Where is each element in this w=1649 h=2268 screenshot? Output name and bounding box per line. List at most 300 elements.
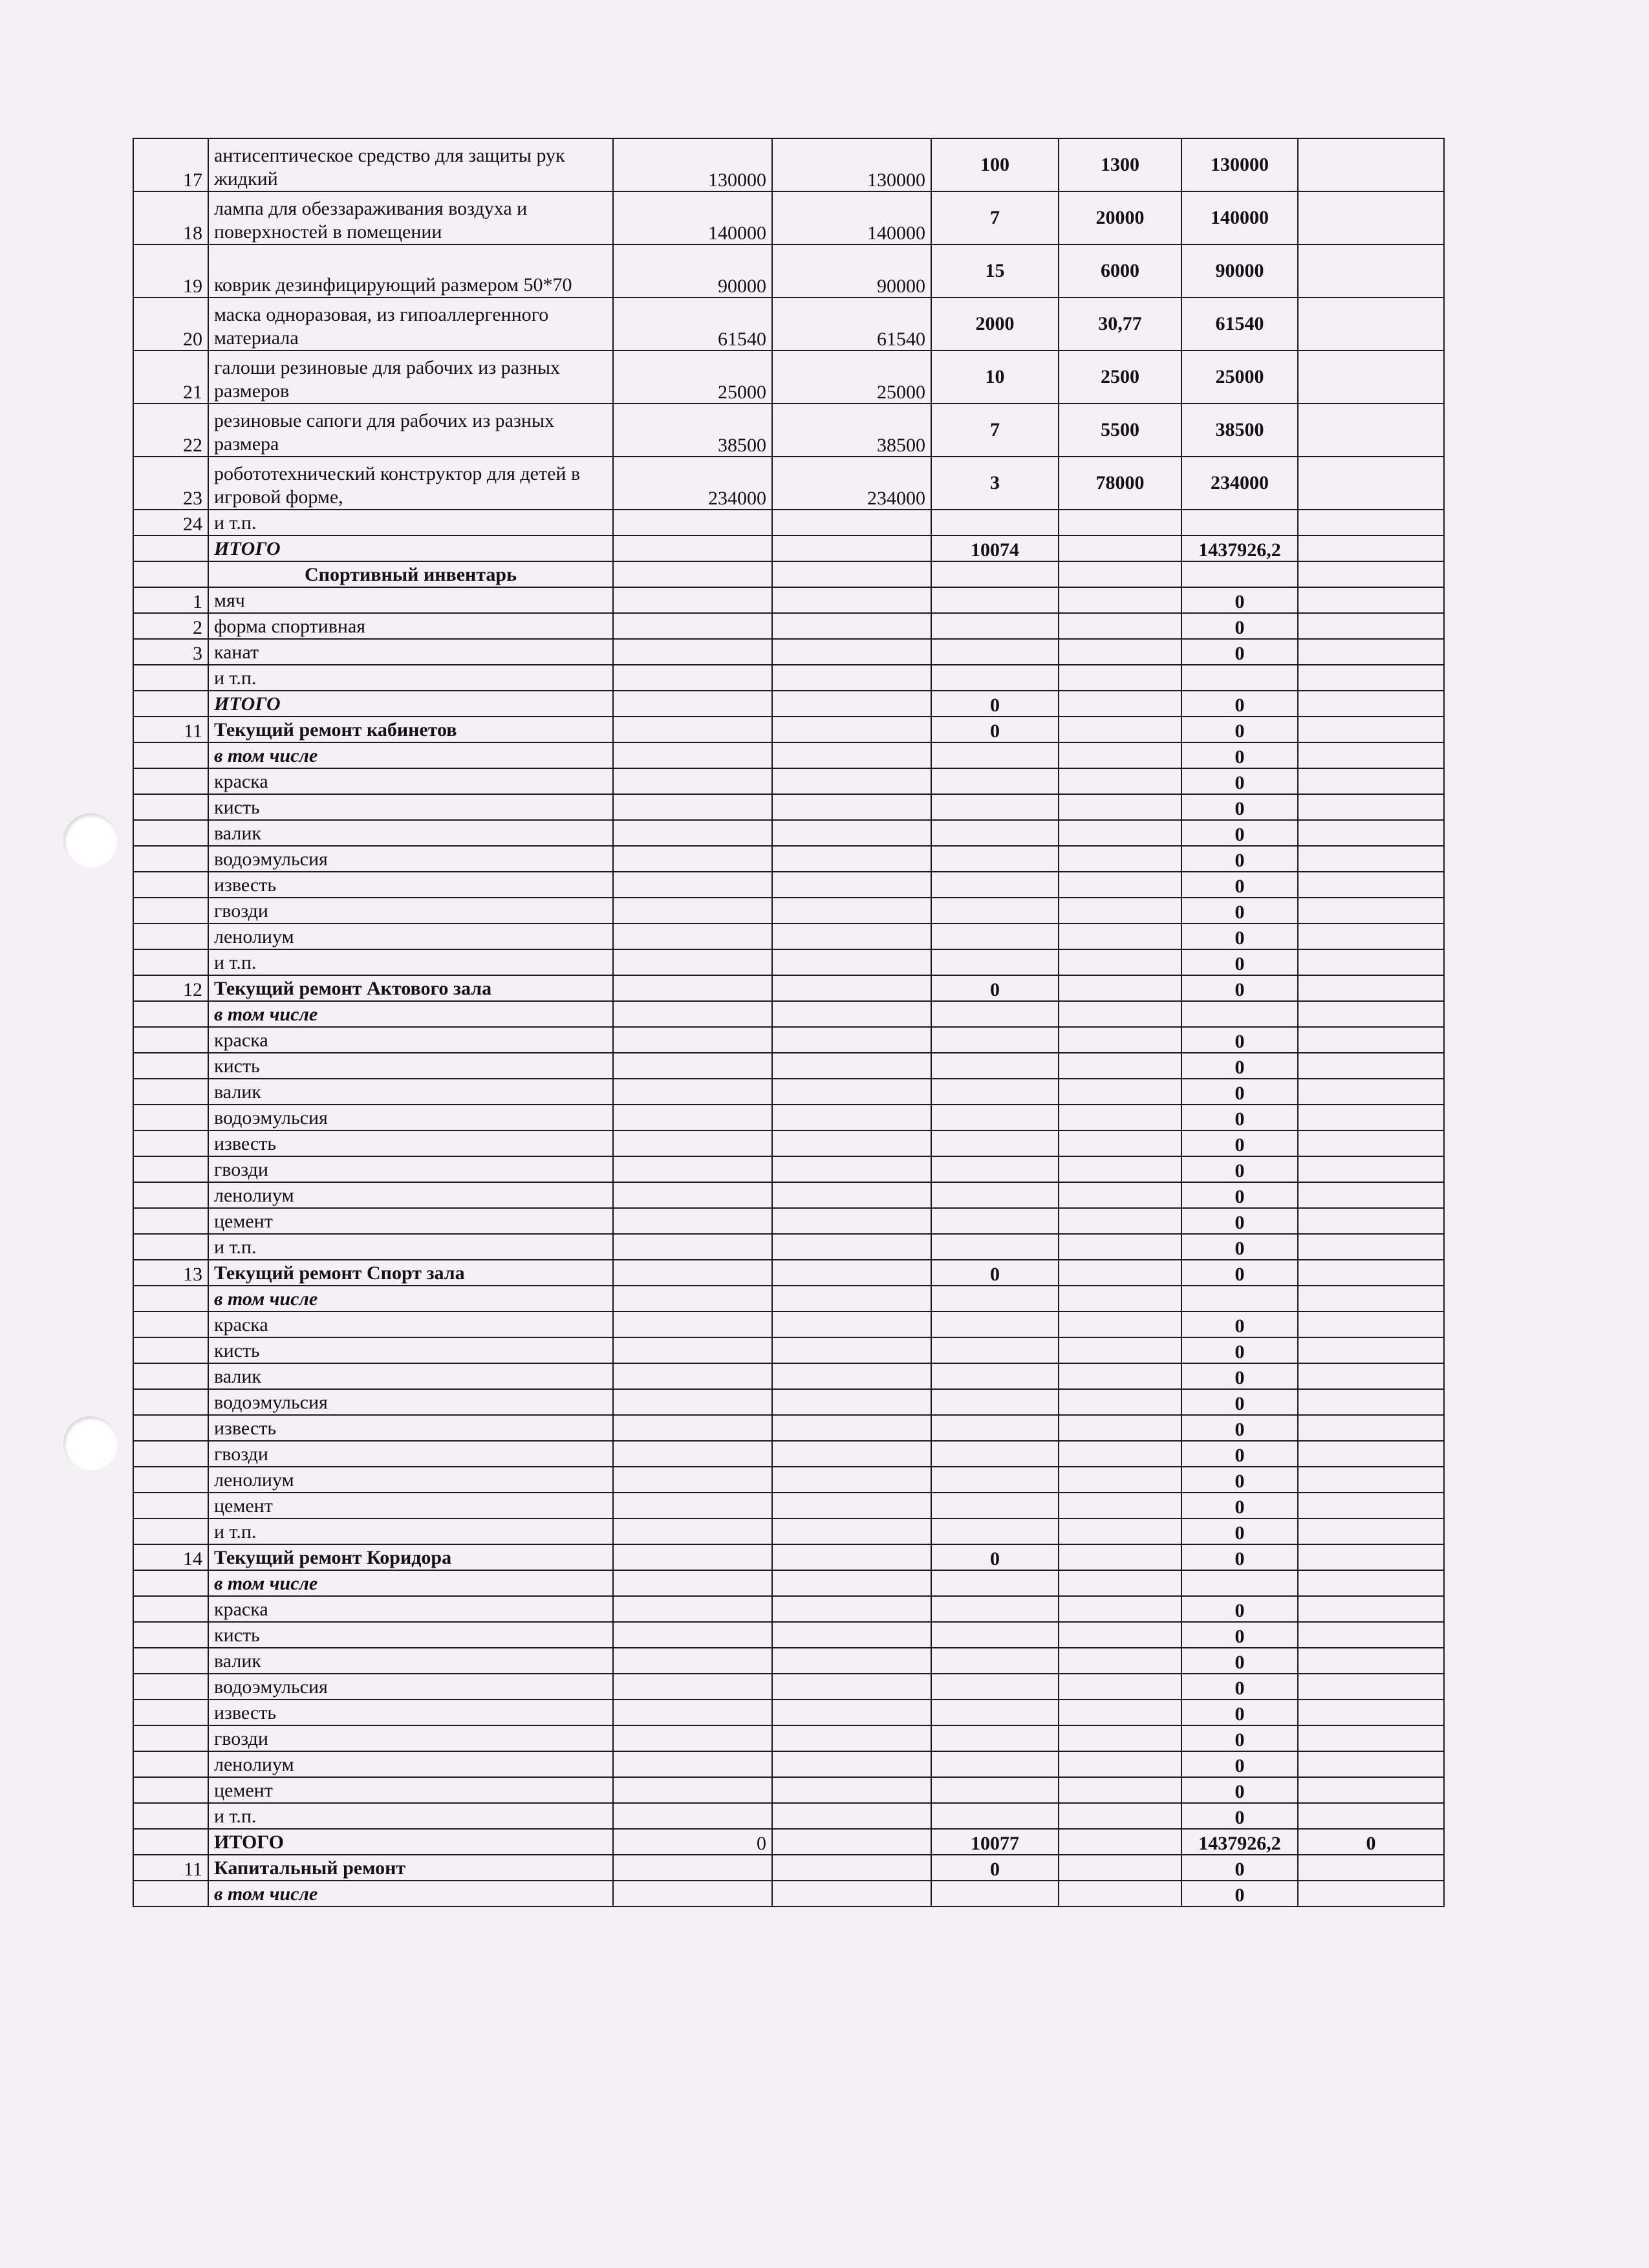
cell-approved-amount: 234000 (772, 457, 931, 510)
cell-row-number: 18 (133, 191, 208, 244)
cell-item-name: лампа для обеззараживания воздуха и поверхностей в помещении (208, 191, 613, 244)
cell-total-amount: 0 (1181, 1208, 1298, 1234)
cell-planned-amount (613, 872, 772, 898)
cell-total-amount: 0 (1181, 1389, 1298, 1415)
cell-item-name: маска одноразовая, из гипоаллергенного материала (208, 297, 613, 351)
cell-approved-amount (772, 510, 931, 535)
cell-note (1298, 1803, 1444, 1829)
cell-approved-amount (772, 1493, 931, 1518)
cell-unit-price (1059, 1570, 1181, 1596)
table-row (133, 1751, 1444, 1777)
cell-note (1298, 404, 1444, 457)
cell-row-number (133, 1363, 208, 1389)
cell-total-amount: 0 (1181, 1674, 1298, 1700)
cell-unit-price (1059, 1777, 1181, 1803)
cell-quantity: 3 (931, 457, 1059, 510)
cell-planned-amount (613, 949, 772, 975)
table-row (133, 1622, 1444, 1648)
cell-approved-amount (772, 1622, 931, 1648)
cell-note (1298, 1208, 1444, 1234)
cell-quantity (931, 1415, 1059, 1441)
cell-item-name: и т.п. (208, 1234, 613, 1260)
cell-planned-amount (613, 587, 772, 613)
cell-approved-amount (772, 1389, 931, 1415)
table-row (133, 872, 1444, 898)
table-row (133, 1156, 1444, 1182)
cell-item-name: известь (208, 1130, 613, 1156)
cell-approved-amount (772, 1441, 931, 1467)
cell-unit-price: 30,77 (1059, 297, 1181, 351)
cell-unit-price (1059, 975, 1181, 1001)
table-row (133, 1001, 1444, 1027)
cell-planned-amount (613, 1493, 772, 1518)
table-row (133, 1725, 1444, 1751)
table-row (133, 191, 1444, 244)
table-row (133, 297, 1444, 351)
cell-note (1298, 613, 1444, 639)
cell-quantity (931, 1467, 1059, 1493)
cell-row-number (133, 1027, 208, 1053)
cell-item-name: гвозди (208, 1156, 613, 1182)
cell-item-name: и т.п. (208, 949, 613, 975)
cell-item-name: в том числе (208, 1881, 613, 1906)
cell-quantity (931, 1105, 1059, 1130)
table-row (133, 510, 1444, 535)
cell-planned-amount (613, 717, 772, 742)
cell-row-number (133, 898, 208, 923)
cell-unit-price: 78000 (1059, 457, 1181, 510)
cell-item-name: и т.п. (208, 1518, 613, 1544)
cell-item-name: канат (208, 639, 613, 665)
cell-item-name: кисть (208, 1053, 613, 1079)
cell-note (1298, 587, 1444, 613)
cell-unit-price (1059, 1105, 1181, 1130)
cell-total-amount: 0 (1181, 1130, 1298, 1156)
cell-total-amount: 0 (1181, 768, 1298, 794)
cell-approved-amount (772, 1415, 931, 1441)
cell-total-amount: 0 (1181, 1053, 1298, 1079)
table-row (133, 561, 1444, 587)
cell-row-number (133, 691, 208, 717)
table-row (133, 665, 1444, 691)
cell-row-number (133, 1337, 208, 1363)
cell-item-name: кисть (208, 1337, 613, 1363)
cell-unit-price (1059, 1312, 1181, 1337)
cell-quantity (931, 665, 1059, 691)
cell-note (1298, 1363, 1444, 1389)
cell-unit-price (1059, 1881, 1181, 1906)
cell-quantity (931, 1570, 1059, 1596)
table-row (133, 1777, 1444, 1803)
cell-total-amount: 0 (1181, 613, 1298, 639)
cell-approved-amount (772, 1105, 931, 1130)
cell-row-number (133, 1079, 208, 1105)
cell-note (1298, 1001, 1444, 1027)
cell-approved-amount (772, 587, 931, 613)
cell-quantity (931, 1312, 1059, 1337)
cell-unit-price (1059, 1674, 1181, 1700)
cell-quantity (931, 1363, 1059, 1389)
cell-quantity: 0 (931, 975, 1059, 1001)
cell-quantity (931, 639, 1059, 665)
cell-planned-amount (613, 561, 772, 587)
cell-planned-amount (613, 1441, 772, 1467)
cell-quantity (931, 1079, 1059, 1105)
cell-approved-amount: 130000 (772, 138, 931, 191)
cell-row-number (133, 1415, 208, 1441)
cell-total-amount (1181, 510, 1298, 535)
cell-row-number (133, 665, 208, 691)
cell-unit-price (1059, 1389, 1181, 1415)
cell-item-name: валик (208, 1079, 613, 1105)
cell-planned-amount (613, 1105, 772, 1130)
cell-unit-price (1059, 1596, 1181, 1622)
cell-item-name: цемент (208, 1493, 613, 1518)
cell-approved-amount (772, 1751, 931, 1777)
cell-note (1298, 1105, 1444, 1130)
cell-row-number (133, 923, 208, 949)
cell-row-number (133, 535, 208, 561)
cell-quantity (931, 794, 1059, 820)
cell-note (1298, 1648, 1444, 1674)
cell-approved-amount (772, 1001, 931, 1027)
cell-unit-price (1059, 1648, 1181, 1674)
cell-total-amount: 0 (1181, 1079, 1298, 1105)
table-row (133, 613, 1444, 639)
cell-note (1298, 1544, 1444, 1570)
cell-unit-price: 6000 (1059, 244, 1181, 297)
cell-total-amount: 0 (1181, 820, 1298, 846)
cell-item-name: ИТОГО (208, 691, 613, 717)
cell-item-name: известь (208, 1415, 613, 1441)
cell-approved-amount (772, 898, 931, 923)
cell-row-number (133, 1182, 208, 1208)
cell-quantity (931, 1751, 1059, 1777)
cell-quantity: 10077 (931, 1829, 1059, 1855)
cell-note (1298, 1130, 1444, 1156)
cell-total-amount: 0 (1181, 975, 1298, 1001)
table-row (133, 587, 1444, 613)
cell-row-number (133, 1389, 208, 1415)
cell-item-name: в том числе (208, 1570, 613, 1596)
cell-approved-amount: 25000 (772, 351, 931, 404)
cell-row-number: 22 (133, 404, 208, 457)
cell-note (1298, 1596, 1444, 1622)
cell-note (1298, 1855, 1444, 1881)
cell-note (1298, 1234, 1444, 1260)
table-row (133, 1518, 1444, 1544)
cell-planned-amount (613, 1027, 772, 1053)
cell-quantity (931, 1182, 1059, 1208)
cell-planned-amount: 0 (613, 1829, 772, 1855)
cell-row-number (133, 1674, 208, 1700)
cell-approved-amount (772, 1234, 931, 1260)
budget-table (133, 138, 1445, 1907)
cell-quantity: 0 (931, 691, 1059, 717)
table-row (133, 457, 1444, 510)
cell-planned-amount (613, 1363, 772, 1389)
cell-total-amount: 0 (1181, 1700, 1298, 1725)
table-row (133, 1312, 1444, 1337)
cell-row-number (133, 1648, 208, 1674)
cell-unit-price: 5500 (1059, 404, 1181, 457)
cell-row-number (133, 1725, 208, 1751)
cell-unit-price (1059, 742, 1181, 768)
cell-row-number (133, 1208, 208, 1234)
cell-total-amount (1181, 561, 1298, 587)
cell-item-name: в том числе (208, 1001, 613, 1027)
cell-unit-price (1059, 1700, 1181, 1725)
cell-total-amount: 234000 (1181, 457, 1298, 510)
cell-note (1298, 351, 1444, 404)
punch-hole-upper (63, 814, 118, 868)
cell-row-number (133, 1105, 208, 1130)
cell-approved-amount (772, 1725, 931, 1751)
cell-unit-price (1059, 794, 1181, 820)
cell-quantity: 0 (931, 1855, 1059, 1881)
cell-item-name: в том числе (208, 742, 613, 768)
cell-planned-amount (613, 535, 772, 561)
cell-quantity (931, 846, 1059, 872)
cell-planned-amount (613, 1751, 772, 1777)
cell-planned-amount (613, 1156, 772, 1182)
cell-planned-amount (613, 1518, 772, 1544)
cell-row-number (133, 1312, 208, 1337)
cell-row-number (133, 1234, 208, 1260)
cell-note (1298, 1622, 1444, 1648)
cell-quantity (931, 949, 1059, 975)
cell-total-amount: 0 (1181, 1312, 1298, 1337)
cell-row-number (133, 1570, 208, 1596)
cell-quantity: 15 (931, 244, 1059, 297)
table-row (133, 923, 1444, 949)
table-row (133, 1053, 1444, 1079)
cell-note (1298, 665, 1444, 691)
cell-note (1298, 1725, 1444, 1751)
budget-table-body (133, 138, 1444, 1906)
cell-planned-amount (613, 1312, 772, 1337)
cell-note (1298, 898, 1444, 923)
cell-item-name: Текущий ремонт Спорт зала (208, 1260, 613, 1286)
cell-planned-amount: 38500 (613, 404, 772, 457)
cell-total-amount: 0 (1181, 794, 1298, 820)
cell-note (1298, 1570, 1444, 1596)
cell-planned-amount (613, 1777, 772, 1803)
cell-unit-price (1059, 691, 1181, 717)
table-row (133, 1415, 1444, 1441)
cell-note (1298, 457, 1444, 510)
table-row (133, 1441, 1444, 1467)
cell-item-name: краска (208, 768, 613, 794)
table-row (133, 1881, 1444, 1906)
cell-note (1298, 1079, 1444, 1105)
cell-row-number (133, 1493, 208, 1518)
cell-total-amount: 0 (1181, 1337, 1298, 1363)
cell-item-name: ИТОГО (208, 1829, 613, 1855)
cell-planned-amount (613, 923, 772, 949)
table-row (133, 1829, 1444, 1855)
cell-total-amount: 61540 (1181, 297, 1298, 351)
cell-item-name: Спортивный инвентарь (208, 561, 613, 587)
cell-planned-amount (613, 820, 772, 846)
table-row (133, 535, 1444, 561)
cell-unit-price (1059, 1725, 1181, 1751)
cell-quantity (931, 1130, 1059, 1156)
cell-note (1298, 1182, 1444, 1208)
cell-unit-price (1059, 1855, 1181, 1881)
cell-unit-price (1059, 820, 1181, 846)
cell-approved-amount: 90000 (772, 244, 931, 297)
cell-approved-amount (772, 561, 931, 587)
table-row (133, 1260, 1444, 1286)
cell-unit-price (1059, 1053, 1181, 1079)
cell-quantity: 7 (931, 191, 1059, 244)
cell-total-amount: 0 (1181, 1363, 1298, 1389)
cell-item-name: краска (208, 1312, 613, 1337)
cell-item-name: гвозди (208, 898, 613, 923)
cell-unit-price (1059, 1130, 1181, 1156)
cell-total-amount: 25000 (1181, 351, 1298, 404)
cell-note (1298, 975, 1444, 1001)
cell-approved-amount (772, 717, 931, 742)
cell-planned-amount: 234000 (613, 457, 772, 510)
cell-unit-price (1059, 1493, 1181, 1518)
table-row (133, 1363, 1444, 1389)
table-row (133, 768, 1444, 794)
cell-unit-price: 2500 (1059, 351, 1181, 404)
cell-quantity: 0 (931, 1544, 1059, 1570)
cell-quantity: 0 (931, 717, 1059, 742)
cell-approved-amount (772, 1079, 931, 1105)
cell-item-name: валик (208, 1648, 613, 1674)
cell-note (1298, 1493, 1444, 1518)
cell-planned-amount (613, 794, 772, 820)
cell-quantity (931, 1518, 1059, 1544)
cell-note (1298, 794, 1444, 820)
cell-total-amount: 0 (1181, 949, 1298, 975)
cell-approved-amount: 61540 (772, 297, 931, 351)
cell-item-name: мяч (208, 587, 613, 613)
cell-row-number (133, 794, 208, 820)
cell-approved-amount (772, 1156, 931, 1182)
cell-unit-price (1059, 1622, 1181, 1648)
cell-item-name: ленолиум (208, 1751, 613, 1777)
cell-row-number (133, 1829, 208, 1855)
cell-row-number (133, 820, 208, 846)
cell-planned-amount (613, 1286, 772, 1312)
cell-total-amount: 0 (1181, 639, 1298, 665)
cell-approved-amount (772, 1467, 931, 1493)
cell-row-number: 11 (133, 1855, 208, 1881)
cell-note (1298, 691, 1444, 717)
cell-unit-price (1059, 535, 1181, 561)
table-row (133, 404, 1444, 457)
cell-item-name: Текущий ремонт кабинетов (208, 717, 613, 742)
cell-note (1298, 1518, 1444, 1544)
cell-row-number: 13 (133, 1260, 208, 1286)
cell-row-number (133, 1053, 208, 1079)
cell-row-number (133, 949, 208, 975)
cell-quantity (931, 1001, 1059, 1027)
cell-row-number (133, 1803, 208, 1829)
cell-item-name: коврик дезинфицирующий размером 50*70 (208, 244, 613, 297)
cell-item-name: форма спортивная (208, 613, 613, 639)
cell-approved-amount (772, 1596, 931, 1622)
cell-quantity: 2000 (931, 297, 1059, 351)
cell-item-name: водоэмульсия (208, 1674, 613, 1700)
cell-unit-price (1059, 1363, 1181, 1389)
cell-note (1298, 1156, 1444, 1182)
cell-quantity (931, 1286, 1059, 1312)
table-row (133, 1337, 1444, 1363)
cell-approved-amount (772, 1570, 931, 1596)
cell-note (1298, 1700, 1444, 1725)
cell-row-number (133, 1622, 208, 1648)
cell-planned-amount (613, 1855, 772, 1881)
cell-approved-amount (772, 1855, 931, 1881)
cell-row-number (133, 1156, 208, 1182)
cell-item-name: в том числе (208, 1286, 613, 1312)
cell-row-number (133, 742, 208, 768)
cell-total-amount: 140000 (1181, 191, 1298, 244)
cell-planned-amount (613, 1622, 772, 1648)
cell-planned-amount: 140000 (613, 191, 772, 244)
cell-total-amount: 0 (1181, 1467, 1298, 1493)
cell-planned-amount (613, 768, 772, 794)
cell-approved-amount (772, 1700, 931, 1725)
cell-total-amount: 0 (1181, 1105, 1298, 1130)
cell-planned-amount: 90000 (613, 244, 772, 297)
table-row (133, 1208, 1444, 1234)
table-row (133, 742, 1444, 768)
cell-quantity (931, 1156, 1059, 1182)
table-row (133, 1700, 1444, 1725)
table-row (133, 794, 1444, 820)
cell-quantity (931, 1622, 1059, 1648)
cell-item-name: гвозди (208, 1725, 613, 1751)
cell-unit-price (1059, 561, 1181, 587)
cell-planned-amount (613, 1725, 772, 1751)
cell-total-amount: 0 (1181, 587, 1298, 613)
cell-quantity: 10 (931, 351, 1059, 404)
table-row (133, 1544, 1444, 1570)
cell-quantity (931, 923, 1059, 949)
cell-unit-price (1059, 1337, 1181, 1363)
cell-total-amount: 0 (1181, 742, 1298, 768)
cell-planned-amount (613, 1467, 772, 1493)
cell-row-number: 11 (133, 717, 208, 742)
cell-total-amount: 0 (1181, 898, 1298, 923)
cell-item-name: известь (208, 1700, 613, 1725)
cell-total-amount: 0 (1181, 1725, 1298, 1751)
table-row (133, 1389, 1444, 1415)
cell-planned-amount (613, 1182, 772, 1208)
table-row (133, 846, 1444, 872)
cell-item-name: ленолиум (208, 1182, 613, 1208)
cell-note (1298, 1027, 1444, 1053)
cell-planned-amount (613, 1648, 772, 1674)
cell-total-amount: 0 (1181, 1493, 1298, 1518)
cell-item-name: робототехнический конструктор для детей в игровой форме, (208, 457, 613, 510)
cell-item-name: и т.п. (208, 665, 613, 691)
cell-unit-price (1059, 1208, 1181, 1234)
cell-quantity (931, 1389, 1059, 1415)
cell-item-name: краска (208, 1596, 613, 1622)
cell-item-name: валик (208, 1363, 613, 1389)
cell-unit-price (1059, 1234, 1181, 1260)
cell-note (1298, 1286, 1444, 1312)
cell-quantity (931, 1803, 1059, 1829)
